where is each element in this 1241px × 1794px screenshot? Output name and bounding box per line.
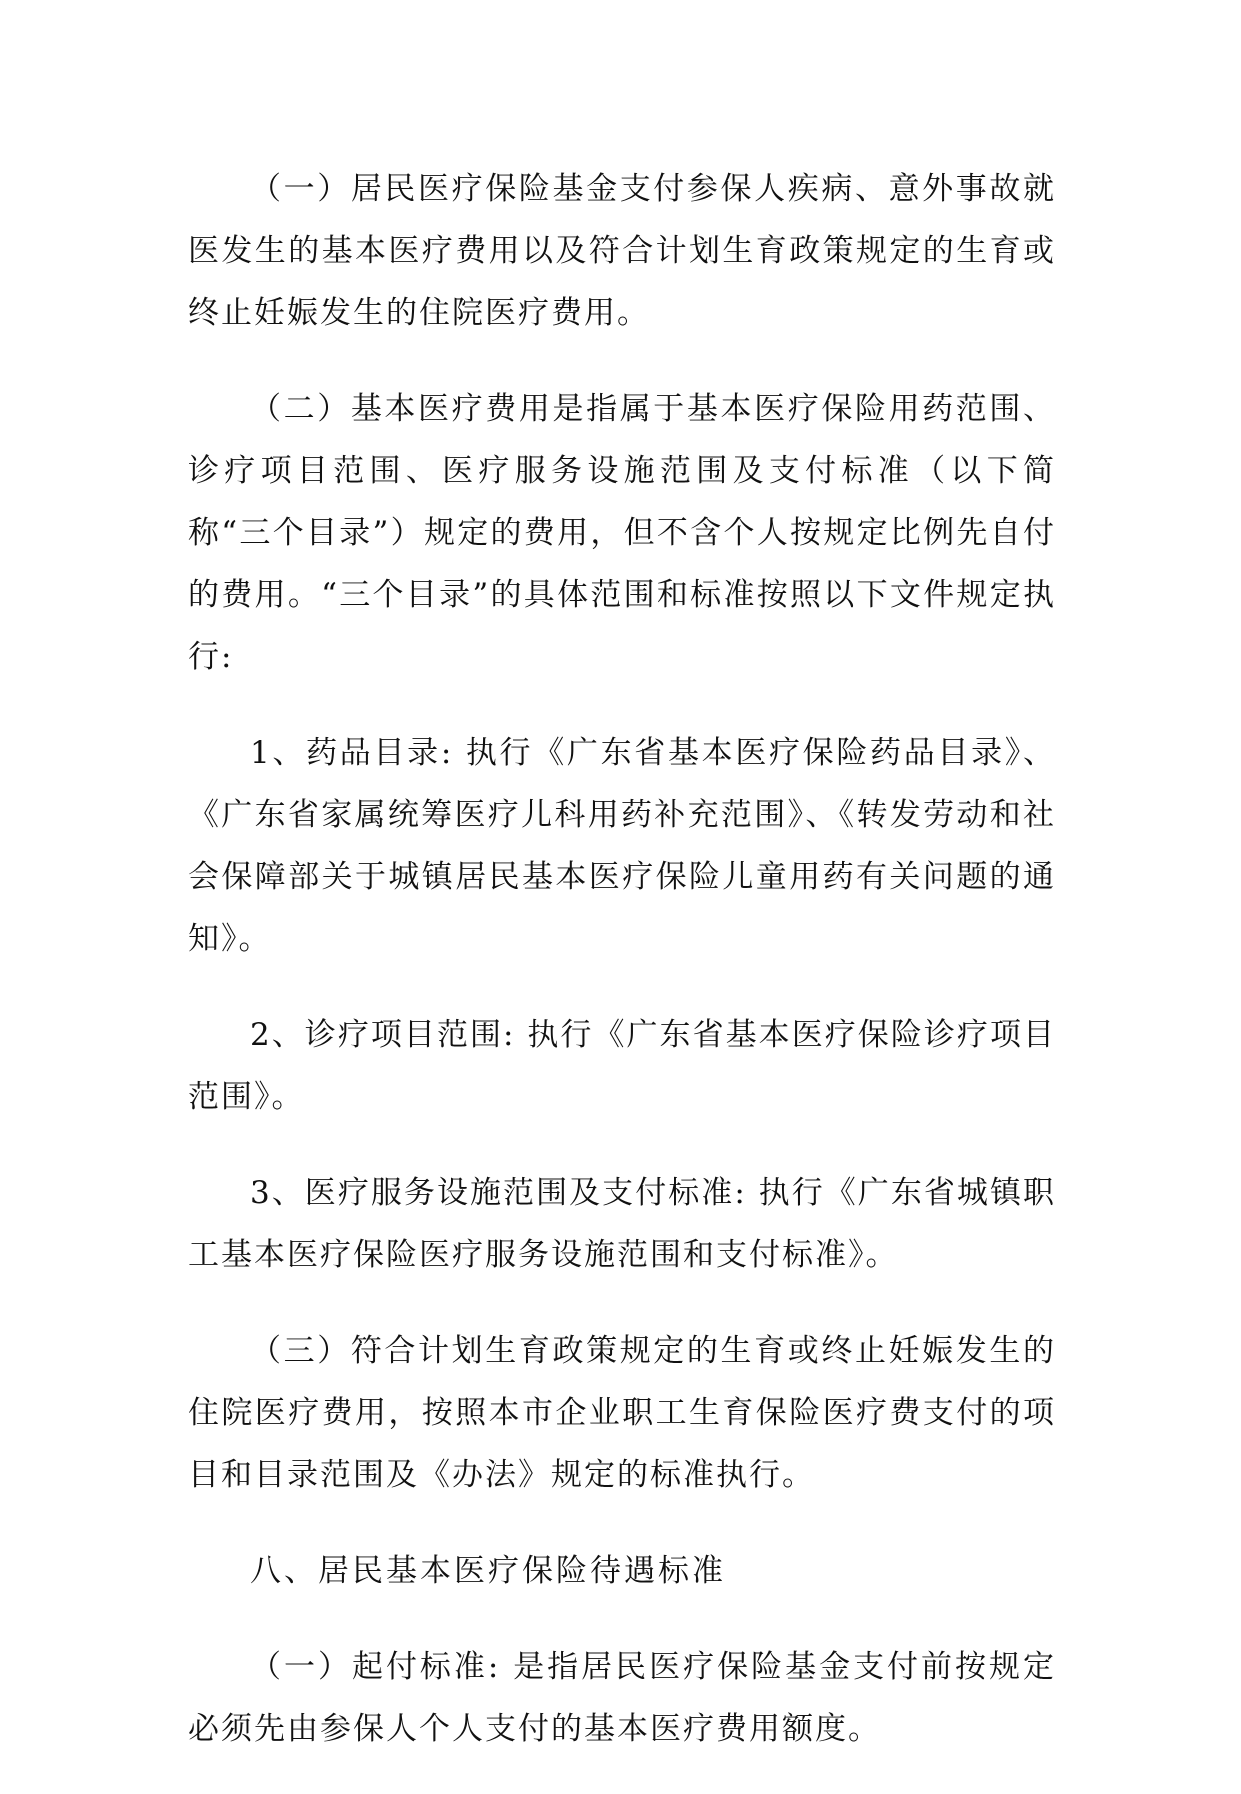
paragraph-treatment-items: 2、诊疗项目范围: 执行《广东省基本医疗保险诊疗项目范围》。 <box>188 1017 1056 1115</box>
document-body <box>188 158 1056 1794</box>
paragraph-basic-medical-expenses: （二）基本医疗费用是指属于基本医疗保险用药范围、诊疗项目范围、医疗服务设施范围及支付标准（以下简称“三个目录”）规定的费用，但不含个人按规定比例先自付的费用。“三个目录”的具体范围和标准按照以下文件规定执行: <box>188 391 1056 675</box>
paragraph-deductible: （一）起付标准: 是指居民医疗保险基金支付前按规定必须先由参保人个人支付的基本医疗费用额度。 <box>188 1649 1056 1747</box>
paragraph-maternity-expenses: （三）符合计划生育政策规定的生育或终止妊娠发生的住院医疗费用，按照本市企业职工生育保险医疗费支付的项目和目录范围及《办法》规定的标准执行。 <box>188 1333 1056 1493</box>
paragraph-scope-of-payment: （一）居民医疗保险基金支付参保人疾病、意外事故就医发生的基本医疗费用以及符合计划生育政策规定的生育或终止妊娠发生的住院医疗费用。 <box>188 171 1056 331</box>
section-heading-benefit-standards: 八、居民基本医疗保险待遇标准 <box>250 1553 726 1589</box>
paragraph-service-facilities: 3、医疗服务设施范围及支付标准: 执行《广东省城镇职工基本医疗保险医疗服务设施范围和支付标准》。 <box>188 1175 1056 1273</box>
paragraph-drug-catalog: 1、药品目录: 执行《广东省基本医疗保险药品目录》、《广东省家属统筹医疗儿科用药补充范围》、《转发劳动和社会保障部关于城镇居民基本医疗保险儿童用药有关问题的通知》。 <box>188 735 1056 957</box>
